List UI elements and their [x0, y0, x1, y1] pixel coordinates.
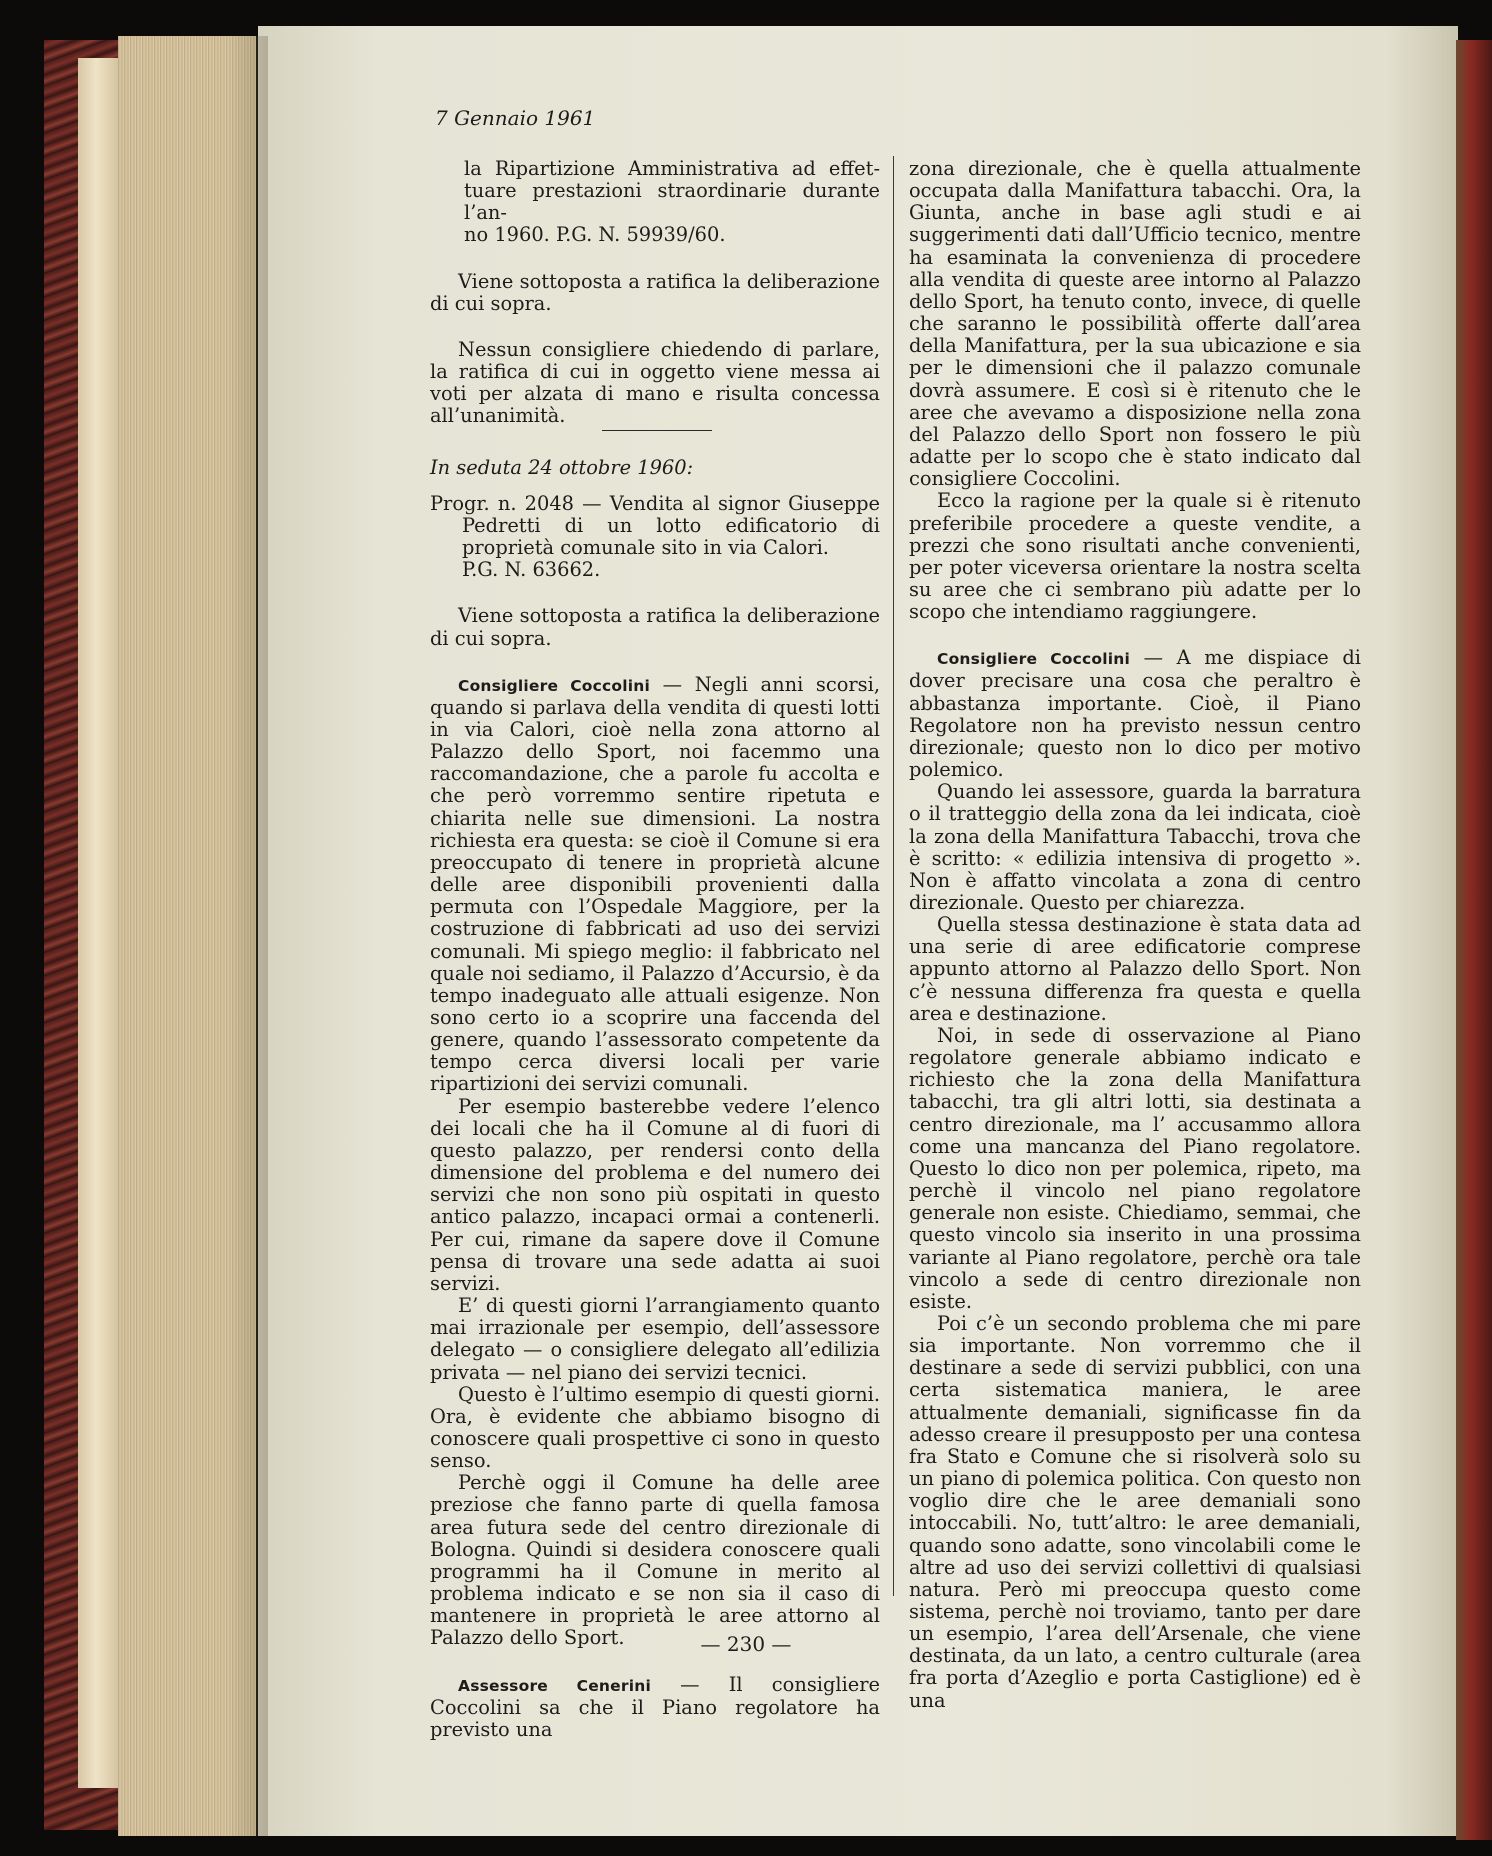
- reason-paragraph: Ecco la ragione per la quale si è ritenuto preferibile procedere a queste vendite, a prezzi che sono risultati anche convenienti, per poter viceversa orientare la nostra scelta su aree che ci sembrano più adatte per lo scopo che intendiamo raggiungere.: [909, 489, 1361, 624]
- speech-paragraph: Per esempio basterebbe vedere l’elenco dei locali che ha il Comune al di fuori di questo palazzo, per rendersi conto della dimensione del problema e del numero dei servizi che non sono più ospitati in questo antico palazzo, incapaci ormai a contenerli. Per cui, rimane da sapere dove il Comune pensa di trovare una sede adatta ai suoi servizi.: [430, 1094, 880, 1295]
- intro-line: tuare prestazioni straordinarie durante l’an-: [464, 179, 880, 225]
- right-column: [909, 158, 1361, 1712]
- speech-text: A me dispiace di dover precisare una cosa che peraltro è abbastanza importante. Cioè, il Piano Regolatore non ha previsto nessun centro direzionale; questo non lo dico per motivo polemico.: [909, 646, 1361, 782]
- speech-paragraph: Quella stessa destinazione è stata data ad una serie di aree edificatorie comprese appunto attorno al Palazzo dello Sport. Non c’è nessuna differenza fra questa e quella area e destinazione.: [909, 913, 1361, 1025]
- right-cover-edge: [1456, 40, 1492, 1840]
- speaker-name: Consigliere Coccolini: [937, 650, 1131, 669]
- progr-item: Progr. n. 2048 — Vendita al signor Giuseppe Pedretti di un lotto edificatorio di proprietà comunale sito in via Calori.: [430, 491, 880, 560]
- vote-paragraph: Nessun consigliere chiedendo di parlare, la ratifica di cui in oggetto viene messa ai voti per alzata di mano e risulta concessa all’unanimità.: [430, 337, 880, 428]
- speech-paragraph: Perchè oggi il Comune ha delle aree preziose che fanno parte di quella famosa area futura sede del centro direzionale di Bologna. Quindi si desidera conoscere quali programmi ha il Comune in merito al problema indicato e se non sia il caso di mantenere in proprietà le aree attorno al Palazzo dello Sport.: [430, 1471, 880, 1650]
- pgn-reference: P.G. N. 63662.: [462, 558, 601, 582]
- intro-paragraph: [430, 158, 880, 247]
- speech-text: Il consigliere Coccolini sa che il Piano regolatore ha previsto una: [430, 1672, 881, 1741]
- speaker-name: Consigliere Coccolini: [458, 676, 651, 695]
- speech-paragraph: Poi c’è un secondo problema che mi pare sia importante. Non vorremmo che il destinare a sede di servizi pubblici, con una certa sistematica maniera, le aree attualmente demaniali, significasse fin da adesso creare il presupposto per una contesa fra Stato e Comune che si risolverà solo su un piano di polemica politica. Con questo non voglio dire che le aree demaniali sono intoccabili. No, tutt’altro: le aree demaniali, quando sono adatte, sono vincolabili come le altre ad uso dei servizi collettivi di qualsiasi natura. Però mi preoccupa questo come sistema, perchè noi troviamo, tanto per dare un esempio, l’area dell’Arsenale, che viene destinata, da un lato, a centro culturale (area fra porta d’Azeglio e porta Castiglione) ed è una: [909, 1311, 1361, 1712]
- running-header-date: 7 Gennaio 1961: [435, 106, 596, 130]
- page-number: — 230 —: [700, 1632, 792, 1656]
- speech-paragraph: Questo è l’ultimo esempio di questi giorni. Ora, è evidente che abbiamo bisogno di conoscere quali prospettive ci sono in questo senso.: [430, 1382, 880, 1473]
- ratifica-paragraph-2: Viene sottoposta a ratifica la deliberazione di cui sopra.: [430, 604, 880, 650]
- column-rule: [893, 156, 894, 1596]
- speech-paragraph: Consigliere Coccolini — Negli anni scorsi, quando si parlava della vendita di questi lotti in via Calori, cioè nella zona attorno al Palazzo dello Sport, noi facemmo una raccomandazione, che a parole fu accolta e che però vorremmo sentire ripetuta e chiarita nelle sue dimensioni. La nostra richiesta era questa: se cioè il Comune si era preoccupato di tenere in proprietà alcune delle aree disponibili provenienti dalla permuta con l’Ospedale Maggiore, per la costruzione di fabbricati ad uso dei servizi comunali. Mi spiego meglio: il fabbricato nel quale noi sediamo, il Palazzo d’Accursio, è da tempo inadeguato alle attuali esigenze. Non sono certo io a scoprire una faccenda del genere, quando l’assessorato competente da tempo cerca diversi locali per varie ripartizioni dei servizi comunali.: [430, 672, 880, 1096]
- speech-paragraph: Consigliere Coccolini — A me dispiace di dover precisare una cosa che peraltro è abbastanza importante. Cioè, il Piano Regolatore non ha previsto nessun centro direzionale; questo non lo dico per motivo polemico.: [909, 646, 1361, 782]
- section-divider: [602, 430, 712, 431]
- speaker-name: Assessore Cenerini: [458, 1676, 651, 1695]
- speech-paragraph: Assessore Cenerini — Il consigliere Coccolini sa che il Piano regolatore ha previsto una: [430, 1672, 881, 1741]
- ratifica-paragraph: Viene sottoposta a ratifica la deliberazione di cui sopra.: [430, 269, 880, 315]
- speech-text: Negli anni scorsi, quando si parlava della vendita di questi lotti in via Calori, cioè nella zona attorno al Palazzo dello Sport, noi facemmo una raccomandazione, che a parole fu accolta e che però vorremmo sentire ripetuta e chiarita nelle sue dimensioni. La nostra richiesta era questa: se cioè il Comune si era preoccupato di tenere in proprietà alcune delle aree disponibili provenienti dalla permuta con l’Ospedale Maggiore, per la costruzione di fabbricati ad uso dei servizi comunali. Mi spiego meglio: il fabbricato nel quale noi sediamo, il Palazzo d’Accursio, è da tempo inadeguato alle attuali esigenze. Non sono certo io a scoprire una faccenda del genere, quando l’assessorato competente da tempo cerca diversi locali per varie ripartizioni dei servizi comunali.: [430, 672, 880, 1096]
- speech-paragraph: Noi, in sede di osservazione al Piano regolatore generale abbiamo indicato e richiesto che la zona della Manifattura tabacchi, tra gli altri lotti, sia destinata a centro direzionale, ma l’ accusammo allora come una mancanza del Piano regolatore. Questo lo dico non per polemica, ripeto, ma perchè il vincolo nel piano regolatore generale non esiste. Chiediamo, semmai, che questo vincolo sia inserito in una prossima variante al Piano regolatore, perchè ora tale vincolo a sede di centro direzionale non esiste.: [909, 1023, 1361, 1313]
- seduta-heading: In seduta 24 ottobre 1960:: [430, 455, 694, 479]
- intro-line: no 1960. P.G. N. 59939/60.: [464, 223, 726, 247]
- speech-paragraph: Quando lei assessore, guarda la barratura o il tratteggio della zona da lei indicata, cioè la zona della Manifattura Tabacchi, trova che è scritto: « edilizia intensiva di progetto ». Non è affatto vincolata a zona di centro direzionale. Questo per chiarezza.: [909, 780, 1361, 914]
- left-column: [430, 158, 880, 1741]
- continuation-paragraph: zona direzionale, che è quella attualmente occupata dalla Manifattura tabacchi. Ora, la Giunta, anche in base agli studi e ai suggerimenti dati dall’Ufficio tecnico, mentre ha esaminata la convenienza di procedere alla vendita di queste aree intorno al Palazzo dello Sport, ha tenuto conto, invece, di quelle che saranno le possibilità offerte dall’area della Manifattura, per la sua ubicazione e sia per le dimensioni che il palazzo comunale dovrà assumere. E così si è ritenuto che le aree che avevamo a disposizione nella zona del Palazzo dello Sport non fossero le più adatte per lo scopo che è stato indicato dal consigliere Coccolini.: [909, 157, 1361, 491]
- intro-line: la Ripartizione Amministrativa ad effet-: [464, 157, 880, 180]
- gutter-shadow: [228, 36, 268, 1836]
- speech-paragraph: E’ di questi giorni l’arrangiamento quanto mai irrazionale per esempio, dell’assessore delegato — o consigliere delegato all’edilizia privata — nel piano dei servizi tecnici.: [430, 1294, 880, 1384]
